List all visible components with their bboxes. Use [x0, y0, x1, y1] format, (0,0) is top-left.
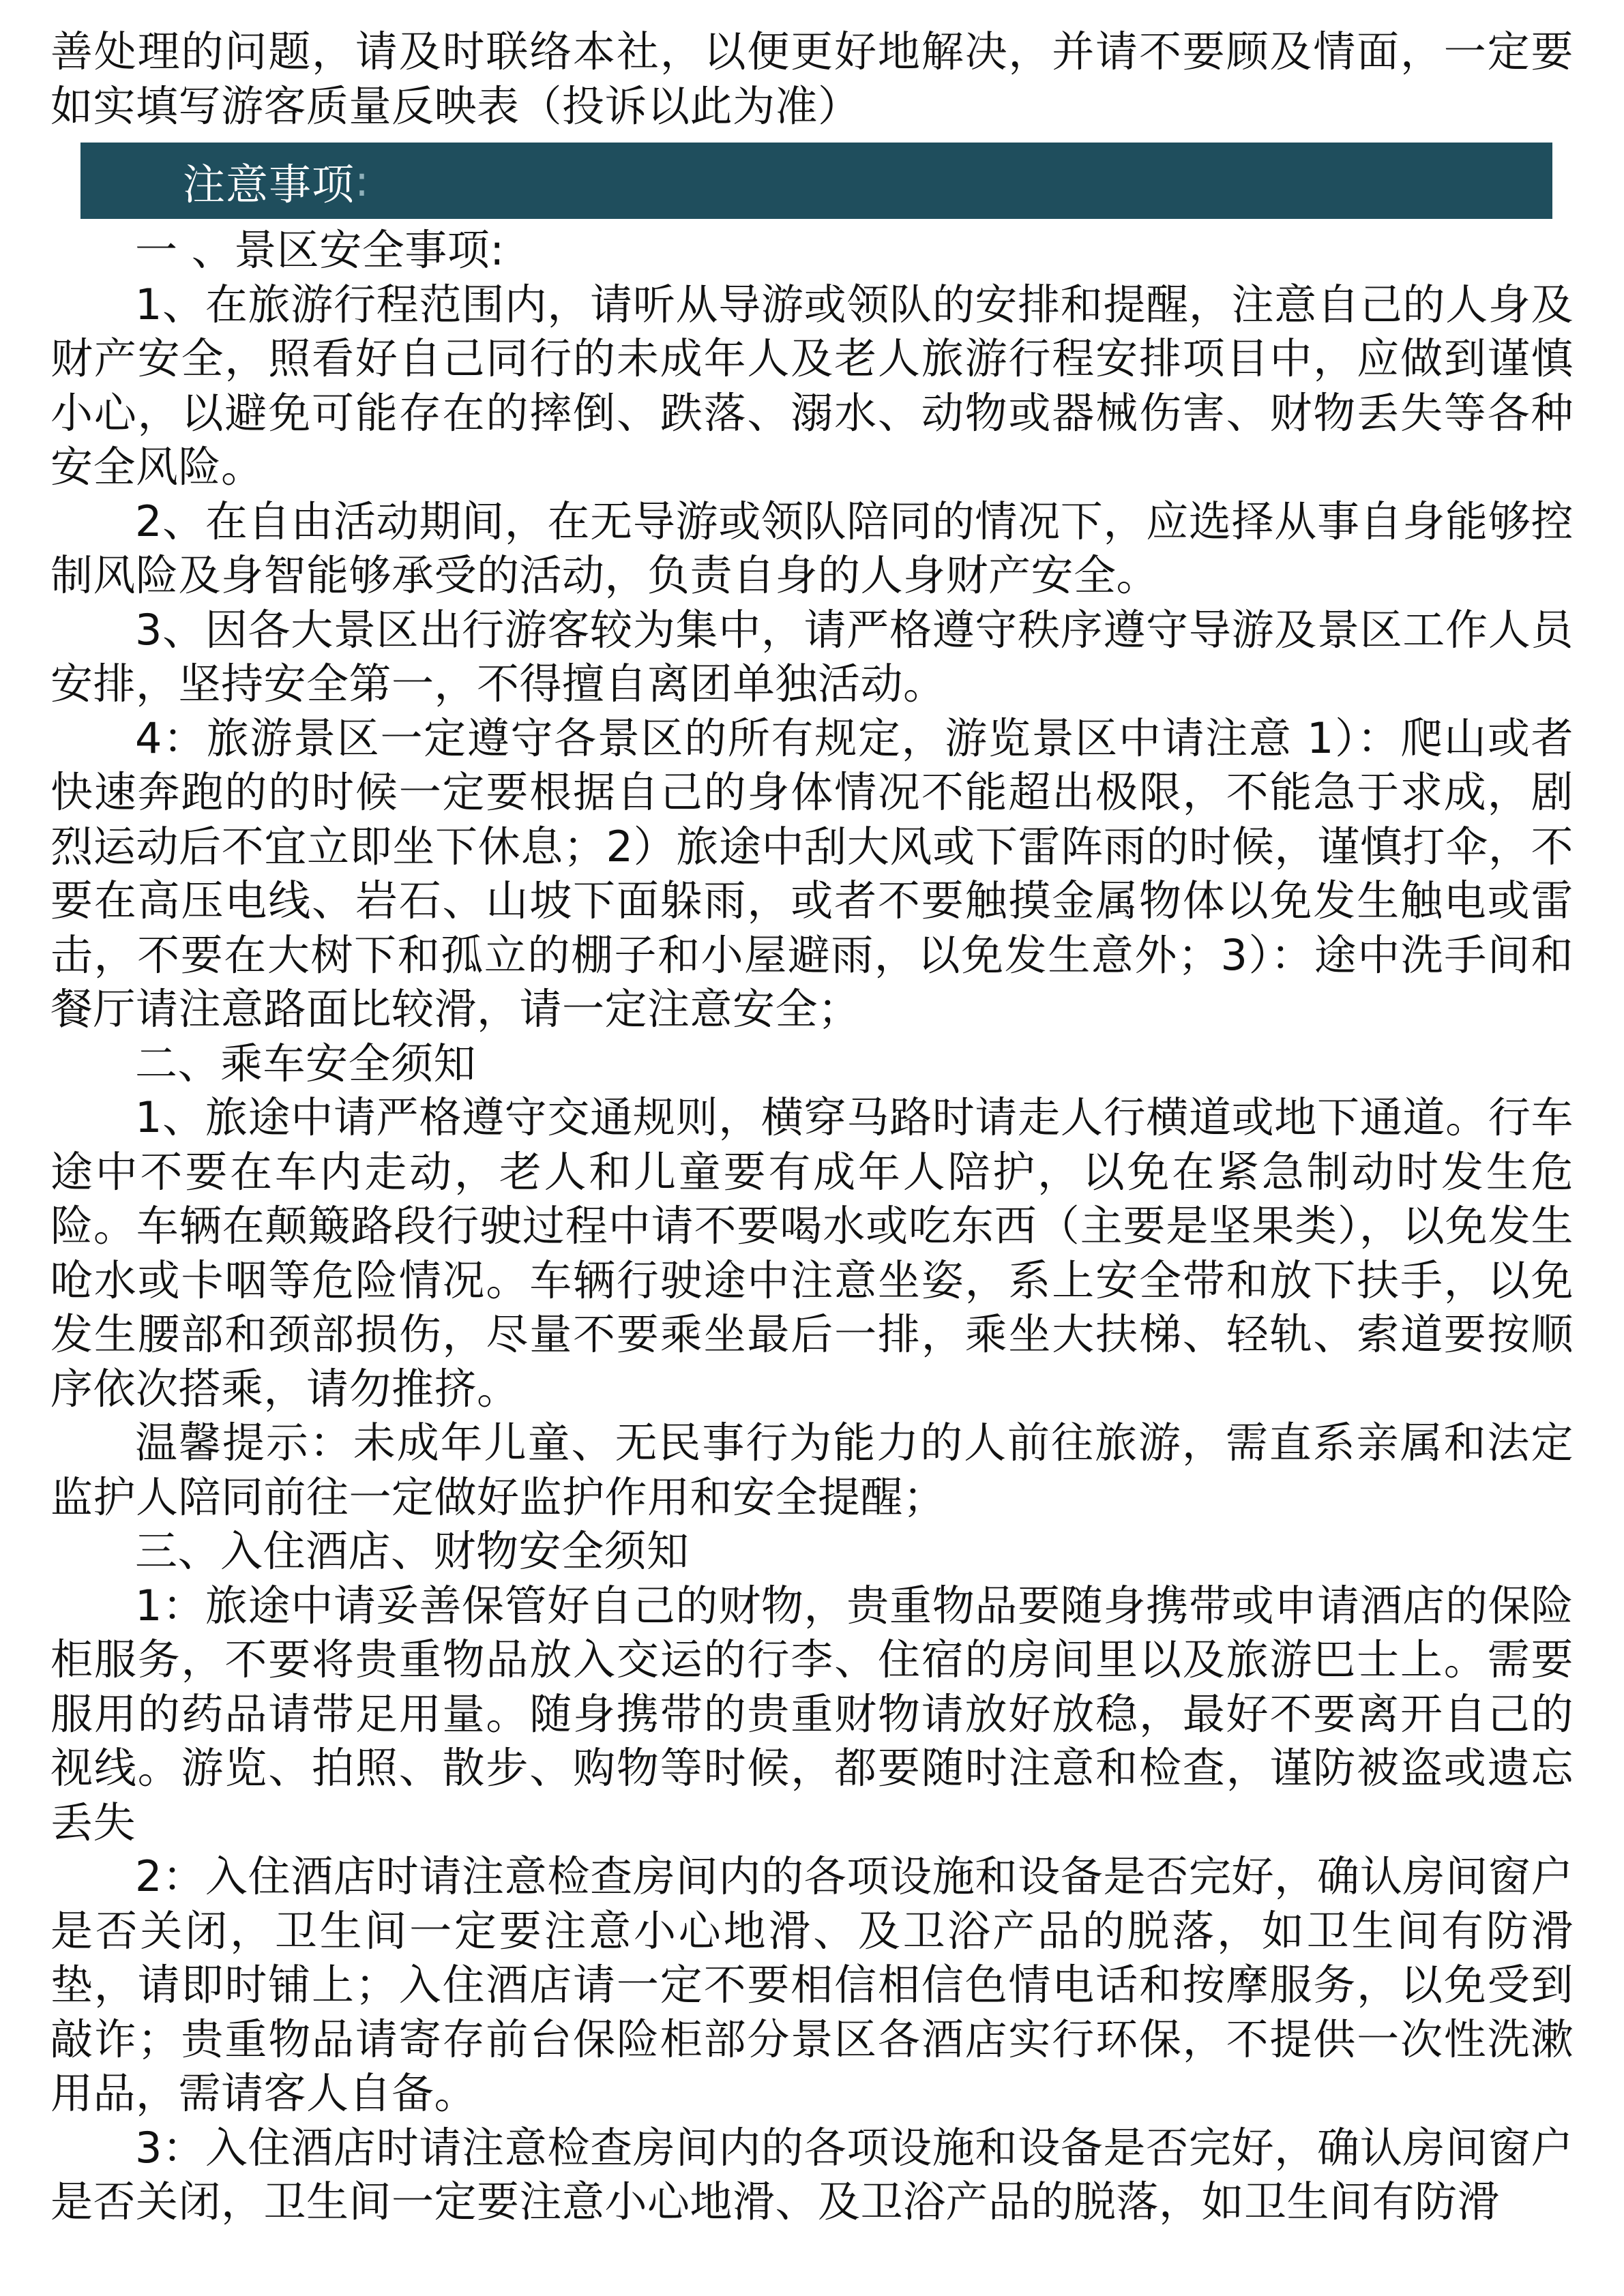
- document-page: [50, 25, 1574, 2229]
- section-item: 1、旅途中请严格遵守交通规则，横穿马路时请走人行横道或地下通道。行车途中不要在车内走动，老人和儿童要有成年人陪护，以免在紧急制动时发生危险。车辆在颠簸路段行驶过程中请不要喝水或吃东西（主要是坚果类），以免发生呛水或卡咽等危险情况。车辆行驶途中注意坐姿，系上安全带和放下扶手，以免发生腰部和颈部损伤，尽量不要乘坐最后一排，乘坐大扶梯、轻轨、索道要按顺序依次搭乘，请勿推挤。: [50, 1092, 1574, 1414]
- intro-paragraph: 善处理的问题，请及时联络本社，以便更好地解决，并请不要顾及情面，一定要如实填写游客质量反映表（投诉以此为准）: [50, 27, 1574, 131]
- section-item: 2：入住酒店时请注意检查房间内的各项设施和设备是否完好，确认房间窗户是否关闭，卫生间一定要注意小心地滑、及卫浴产品的脱落，如卫生间有防滑垫，请即时铺上；入住酒店请一定不要相信相信色情电话和按摩服务，以免受到敲诈；贵重物品请寄存前台保险柜部分景区各酒店实行环保，不提供一次性洗漱用品，需请客人自备。: [50, 1851, 1574, 2118]
- banner-colon: :: [355, 155, 369, 206]
- section-item: 2、在自由活动期间，在无导游或领队陪同的情况下，应选择从事自身能够控制风险及身智能够承受的活动，负责自身的人身财产安全。: [50, 496, 1574, 600]
- notice-banner: [80, 143, 1552, 219]
- section-heading-scenic-safety: 一 、景区安全事项:: [135, 225, 505, 275]
- section-item: 1：旅途中请妥善保管好自己的财物，贵重物品要随身携带或申请酒店的保险柜服务，不要将贵重物品放入交运的行李、住宿的房间里以及旅游巴士上。需要服用的药品请带足用量。随身携带的贵重财物请放好放稳，最好不要离开自己的视线。游览、拍照、散步、购物等时候，都要随时注意和检查，谨防被盗或遗忘丢失: [50, 1580, 1574, 1847]
- section-heading-vehicle-safety: 二、乘车安全须知: [135, 1038, 477, 1088]
- banner-title: 注意事项: [183, 159, 355, 209]
- section-item: 4：旅游景区一定遵守各景区的所有规定，游览景区中请注意 1）：爬山或者快速奔跑的的时候一定要根据自己的身体情况不能超出极限，不能急于求成，剧烈运动后不宜立即坐下休息；2）旅途中刮大风或下雷阵雨的时候，谨慎打伞，不要在高压电线、岩石、山坡下面躲雨，或者不要触摸金属物体以免发生触电或雷击，不要在大树下和孤立的棚子和小屋避雨，以免发生意外；3）：途中洗手间和餐厅请注意路面比较滑，请一定注意安全；: [50, 713, 1574, 1034]
- section-item: 3、因各大景区出行游客较为集中，请严格遵守秩序遵守导游及景区工作人员安排，坚持安全第一，不得擅自离团单独活动。: [50, 604, 1574, 709]
- section-item: 3：入住酒店时请注意检查房间内的各项设施和设备是否完好，确认房间窗户是否关闭，卫生间一定要注意小心地滑、及卫浴产品的脱落，如卫生间有防滑: [50, 2122, 1574, 2226]
- section-item: 1、在旅游行程范围内，请听从导游或领队的安排和提醒，注意自己的人身及财产安全，照看好自己同行的未成年人及老人旅游行程安排项目中，应做到谨慎小心，以避免可能存在的摔倒、跌落、溺水、动物或器械伤害、财物丢失等各种安全风险。: [50, 279, 1574, 492]
- section-heading-hotel-property-safety: 三、入住酒店、财物安全须知: [135, 1526, 690, 1576]
- section-item: 温馨提示：未成年儿童、无民事行为能力的人前往旅游，需直系亲属和法定监护人陪同前往一定做好监护作用和安全提醒；: [50, 1418, 1574, 1522]
